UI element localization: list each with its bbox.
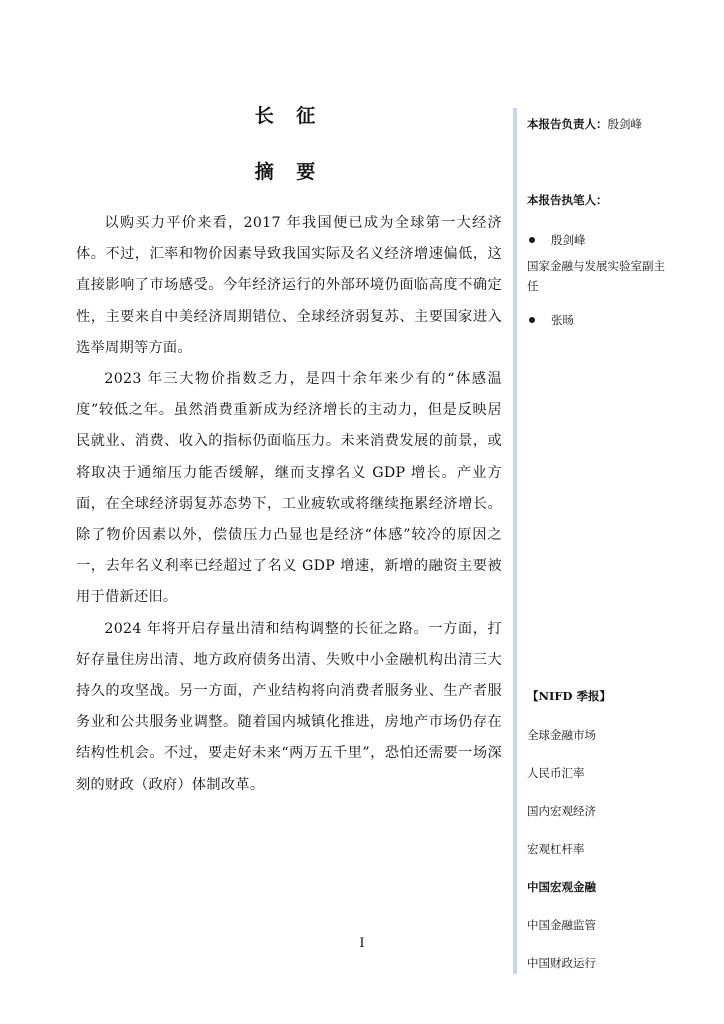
responsible-name: 殷剑峰	[607, 117, 642, 131]
sidebar-divider	[513, 108, 517, 974]
series-item-fiscal-operation[interactable]: 中国财政运行	[527, 956, 596, 970]
responsible-line	[527, 114, 712, 134]
author-2-name: 张旸	[551, 313, 574, 327]
report-title: 长 征	[254, 105, 324, 127]
abstract-paragraph-1: 以购买力平价来看，2017 年我国便已成为全球第一大经济体。不过，汇率和物价因素导致我国实际及名义经济增速偏低，这直接影响了市场感受。今年经济运行的外部环境仍面临高度不确定性，主要来自中美经济周期错位、全球经济弱复苏、主要国家进入选举周期等方面。	[76, 215, 502, 356]
bullet-icon	[529, 317, 535, 323]
series-item-global-markets[interactable]: 全球金融市场	[527, 728, 596, 742]
authors-label: 本报告执笔人：	[527, 193, 608, 207]
author-1	[527, 230, 712, 296]
series-item-financial-regulation[interactable]: 中国金融监管	[527, 918, 596, 932]
abstract-paragraph-3: 2024 年将开启存量出清和结构调整的长征之路。一方面，打好存量住房出清、地方政府债务出清、失败中小金融机构出清三大持久的攻坚战。另一方面，产业结构将向消费者服务业、生产者服务业和公共服务业调整。随着国内城镇化推进，房地产市场仍存在结构性机会。不过，要走好未来“两万五千里”，恐怕还需要一场深刻的财政（政府）体制改革。	[76, 620, 502, 793]
author-2	[527, 310, 712, 330]
abstract-paragraph-2: 2023 年三大物价指数乏力，是四十余年来少有的“体感温度”较低之年。虽然消费重新成为经济增长的主动力，但是反映居民就业、消费、收入的指标仍面临压力。未来消费发展的前景，或将取决于通缩压力能否缓解，继而支撑名义 GDP 增长。产业方面，在全球经济弱复苏态势下，工业疲软或将继续拖累经济增长。除了物价因素以外，偿债压力凸显也是经济“体感”较冷的原因之一，去年名义利率已经超过了名义 GDP 增速，新增的融资主要被用于借新还旧。	[76, 371, 502, 606]
series-item-china-macro-finance[interactable]: 中国宏观金融	[527, 880, 596, 894]
series-item-rmb-exchange[interactable]: 人民币汇率	[527, 766, 585, 780]
series-item-macro-leverage[interactable]: 宏观杠杆率	[527, 842, 585, 856]
series-label: 【NIFD 季报】	[527, 689, 612, 703]
author-1-name: 殷剑峰	[551, 233, 586, 247]
bullet-icon	[529, 237, 535, 243]
series-item-domestic-macro[interactable]: 国内宏观经济	[527, 804, 596, 818]
author-1-title: 国家金融与发展实验室副主任	[527, 259, 665, 293]
main-content	[76, 100, 502, 801]
responsible-label: 本报告负责人：	[527, 117, 608, 131]
page-number: I	[359, 936, 365, 951]
abstract-heading: 摘 要	[254, 161, 324, 183]
